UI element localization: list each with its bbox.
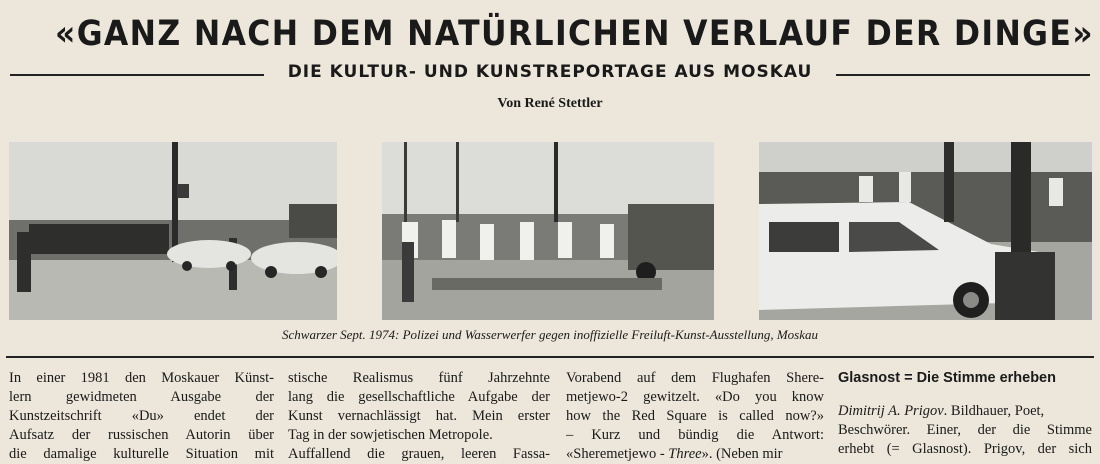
text-line: lern gewidmeten Ausgabe der: [9, 389, 274, 405]
text-line: In einer 1981 den Moskauer Künst-: [9, 370, 274, 386]
photo-caption: Schwarzer Sept. 1974: Polizei und Wasserwerfer gegen inoffizielle Freiluft-Kunst-Ausstellung, Moskau: [282, 327, 818, 342]
subtitle-rule-left: [10, 74, 264, 76]
text-column-2: [288, 369, 550, 464]
photo-car-crowd-image: [759, 142, 1092, 320]
section-divider: [6, 356, 1094, 358]
text-line: Vorabend auf dem Flughafen Shere-: [566, 370, 824, 386]
text-segment: . Bildhauer, Poet,: [943, 403, 1045, 419]
text-column-1: [9, 369, 274, 464]
text-line: stische Realismus fünf Jahrzehnte: [288, 370, 550, 386]
text-line: Beschwörer. Einer, der die Stimme: [838, 422, 1092, 438]
subtitle: DIE KULTUR- UND KUNSTREPORTAGE AUS MOSKAU: [287, 62, 813, 82]
byline: Von René Stettler: [497, 96, 603, 111]
text-line: [566, 445, 824, 464]
section-heading: Glasnost = Die Stimme erheben: [838, 370, 1056, 386]
text-line: Kunstzeitschrift «Du» endet der: [9, 408, 274, 424]
text-line: Aufsatz der russischen Autorin über: [9, 427, 274, 443]
text-segment-italic: Three: [668, 446, 702, 462]
text-line: die damalige kulturelle Situation mit: [9, 446, 274, 462]
photo-car-crowd: [759, 142, 1092, 320]
photo-crowd-truck-image: [382, 142, 714, 320]
subtitle-row: [10, 60, 1090, 88]
photo-street-crowd-image: [9, 142, 337, 320]
text-line: lang die gesellschaftliche Aufgabe der: [288, 389, 550, 405]
text-column-3: [566, 369, 824, 464]
text-line: metjewo-2 gewitzelt. «Do you know: [566, 389, 824, 405]
text-line: erhebt (= Glasnost). Prigov, der sich: [838, 441, 1092, 457]
text-line: Kunst vernachlässigt hat. Mein erster: [288, 408, 550, 424]
photo-street-crowd: [9, 142, 337, 320]
subtitle-rule-right: [836, 74, 1090, 76]
headline: «GANZ NACH DEM NATÜRLICHEN VERLAUF DER DINGE»: [55, 14, 1094, 54]
text-segment-italic: Dimitrij A. Prigov: [838, 403, 944, 419]
text-line: how the Red Square is called now?»: [566, 408, 824, 424]
text-line: – Kurz und bündig die Antwort:: [566, 427, 824, 443]
text-line: Auffallend die grauen, leeren Fassa-: [288, 446, 550, 462]
text-column-4: [838, 369, 1092, 459]
text-line: [838, 402, 1092, 421]
photo-crowd-truck: [382, 142, 714, 320]
text-line: Tag in der sowjetischen Metropole.: [288, 427, 493, 443]
text-segment: «Sheremetjewo -: [566, 446, 669, 462]
text-segment: ». (Neben mir: [701, 446, 783, 462]
